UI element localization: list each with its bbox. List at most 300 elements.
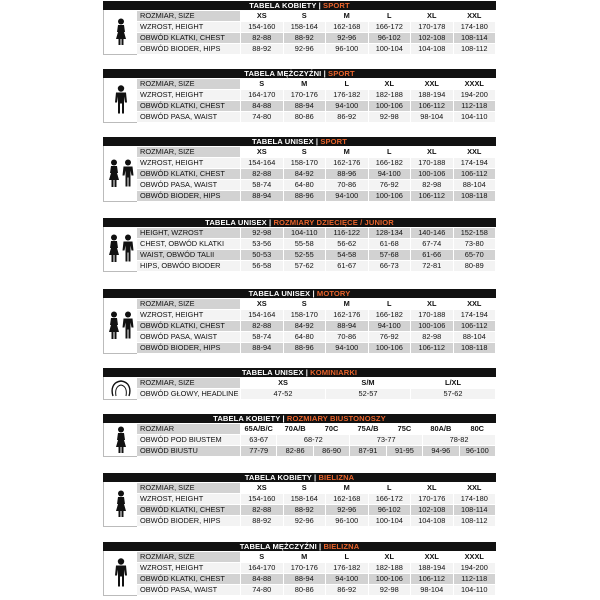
measurement-label: OBWÓD KLATKI, CHEST — [137, 321, 240, 331]
measurement-row — [137, 238, 496, 249]
measurement-value: 92-98 — [369, 585, 411, 595]
measurement-value: 174-194 — [454, 310, 496, 320]
measurement-row — [137, 584, 496, 595]
measurement-value: 162-168 — [326, 22, 368, 32]
measurement-value: 104-110 — [284, 228, 326, 238]
measurement-value: 108-118 — [454, 191, 496, 201]
measurement-row — [137, 493, 496, 504]
size-column-header: XXL — [411, 552, 453, 562]
size-table — [103, 289, 496, 354]
measurement-row — [137, 445, 496, 456]
measurement-value: 56-58 — [241, 261, 283, 271]
size-column-header: S — [241, 79, 283, 89]
table-title-main: TABELA UNISEX — [248, 289, 311, 298]
measurement-value: 88-104 — [454, 180, 496, 190]
measurement-value: 94-96 — [423, 446, 458, 456]
measurement-value: 170-188 — [411, 158, 453, 168]
measurement-label: OBWÓD KLATKI, CHEST — [137, 574, 240, 584]
measurement-value: 96-100 — [326, 44, 368, 54]
size-column-header: 70A/B — [277, 424, 312, 434]
man-silhouette-icon — [103, 78, 137, 123]
measurement-value: 188-194 — [411, 563, 453, 573]
size-column-header: XS — [241, 147, 283, 157]
measurement-label: OBWÓD KLATKI, CHEST — [137, 33, 240, 43]
table-title-main: TABELA KOBIETY — [244, 473, 312, 482]
measurement-label: WAIST, OBWÓD TALII — [137, 250, 240, 260]
measurement-value: 57-62 — [284, 261, 326, 271]
size-column-header: S/M — [326, 378, 410, 388]
measurement-label: OBWÓD POD BIUSTEM — [137, 435, 240, 445]
size-header-label: ROZMIAR, SIZE — [137, 483, 240, 493]
table-title-category: SPORT — [320, 137, 347, 146]
measurement-value: 88-94 — [241, 343, 283, 353]
table-body — [103, 78, 496, 123]
measurement-row — [137, 227, 496, 238]
size-header-row — [137, 78, 496, 89]
table-title — [103, 473, 496, 482]
measurement-value: 74-80 — [241, 112, 283, 122]
measurement-label: OBWÓD GŁOWY, HEADLINE — [137, 389, 240, 399]
measurement-value: 100-106 — [369, 574, 411, 584]
measurement-value: 80-86 — [284, 585, 326, 595]
measurement-value: 162-176 — [326, 158, 368, 168]
measurement-value: 194-200 — [454, 90, 496, 100]
measurement-label: OBWÓD PASA, WAIST — [137, 332, 240, 342]
measurement-value: 100-104 — [369, 516, 411, 526]
measurement-label: OBWÓD KLATKI, CHEST — [137, 505, 240, 515]
measurement-value: 87-91 — [350, 446, 385, 456]
measurement-value: 98-104 — [411, 112, 453, 122]
measurement-value: 86-92 — [326, 112, 368, 122]
measurement-value: 82-98 — [411, 180, 453, 190]
measurement-row — [137, 43, 496, 54]
size-table — [103, 473, 496, 527]
measurement-value: 100-106 — [369, 191, 411, 201]
size-column-header: XXL — [454, 147, 496, 157]
size-column-header: XS — [241, 378, 325, 388]
measurement-value: 154-164 — [241, 158, 283, 168]
measurement-value: 94-100 — [326, 574, 368, 584]
size-column-header: M — [326, 11, 368, 21]
size-header-label: ROZMIAR, SIZE — [137, 79, 240, 89]
table-title-category: SPORT — [323, 1, 350, 10]
woman-silhouette-icon — [103, 482, 137, 527]
size-column-header: XXL — [411, 79, 453, 89]
measurement-value: 194-200 — [454, 563, 496, 573]
measurement-value: 96-102 — [369, 33, 411, 43]
measurement-label: OBWÓD BIUSTU — [137, 446, 240, 456]
measurement-value: 92-96 — [284, 516, 326, 526]
measurement-value: 106-112 — [454, 321, 496, 331]
woman-silhouette-icon — [103, 10, 137, 55]
table-title — [103, 1, 496, 10]
measurement-value: 50-53 — [241, 250, 283, 260]
measurement-value: 53-56 — [241, 239, 283, 249]
table-title-main: TABELA UNISEX — [205, 218, 267, 227]
measurement-row — [137, 331, 496, 342]
size-column-header: S — [284, 147, 326, 157]
measurement-value: 92-96 — [326, 33, 368, 43]
measurement-value: 166-182 — [369, 310, 411, 320]
measurement-value: 158-164 — [284, 22, 326, 32]
measurement-label: OBWÓD BIODER, HIPS — [137, 343, 240, 353]
measurement-value: 88-104 — [454, 332, 496, 342]
title-separator: | — [313, 137, 321, 146]
measurement-value: 98-104 — [411, 585, 453, 595]
size-header-label: ROZMIAR, SIZE — [137, 378, 240, 388]
size-column-header: S — [284, 11, 326, 21]
measurement-row — [137, 562, 496, 573]
title-separator: | — [311, 473, 319, 482]
size-header-row — [137, 298, 496, 309]
measurement-value: 67-74 — [411, 239, 453, 249]
table-body — [103, 10, 496, 55]
measurement-value: 128-134 — [369, 228, 411, 238]
measurement-value: 47-52 — [241, 389, 325, 399]
measurement-value: 82-88 — [241, 169, 283, 179]
table-body — [103, 298, 496, 354]
table-title — [103, 137, 496, 146]
size-column-header: XL — [411, 483, 453, 493]
measurement-value: 164-170 — [241, 563, 283, 573]
measurement-value: 88-92 — [241, 516, 283, 526]
table-title-category: ROZMIARY BIUSTONOSZY — [286, 414, 386, 423]
measurement-value: 170-176 — [411, 494, 453, 504]
size-column-header: L — [326, 552, 368, 562]
measurement-value: 94-100 — [326, 101, 368, 111]
table-title-main: TABELA UNISEX — [252, 137, 314, 146]
measurement-value: 102-108 — [411, 33, 453, 43]
measurement-value: 116-122 — [326, 228, 368, 238]
measurement-value: 154-164 — [241, 310, 283, 320]
measurement-value: 56-62 — [326, 239, 368, 249]
table-title — [103, 218, 496, 227]
table-title-main: TABELA MĘŻCZYŹNI — [244, 69, 322, 78]
size-column-header: S — [284, 299, 326, 309]
measurement-value: 70-86 — [326, 332, 368, 342]
size-column-header: M — [284, 79, 326, 89]
measurement-value: 76-92 — [369, 180, 411, 190]
measurement-row — [137, 504, 496, 515]
measurement-label: OBWÓD KLATKI, CHEST — [137, 169, 240, 179]
measurement-row — [137, 89, 496, 100]
measurement-value: 54-58 — [326, 250, 368, 260]
measurement-value: 106-112 — [411, 101, 453, 111]
size-table — [103, 137, 496, 202]
measurement-value: 106-112 — [411, 343, 453, 353]
size-header-label: ROZMIAR, SIZE — [137, 147, 240, 157]
measurement-value: 84-88 — [241, 101, 283, 111]
measurement-value: 61-67 — [326, 261, 368, 271]
size-column-header: L — [326, 79, 368, 89]
measurement-value: 61-66 — [411, 250, 453, 260]
measurement-label: OBWÓD PASA, WAIST — [137, 112, 240, 122]
measurement-value: 58-74 — [241, 180, 283, 190]
measurement-label: OBWÓD PASA, WAIST — [137, 180, 240, 190]
measurement-label: WZROST, HEIGHT — [137, 310, 240, 320]
measurement-value: 104-110 — [454, 585, 496, 595]
size-column-header: 80A/B — [423, 424, 458, 434]
table-body — [103, 551, 496, 596]
table-title-category: SPORT — [328, 69, 355, 78]
size-column-header: S — [284, 483, 326, 493]
measurement-value: 73-77 — [350, 435, 422, 445]
measurement-value: 106-112 — [454, 169, 496, 179]
size-column-header: L — [369, 483, 411, 493]
table-title-main: TABELA KOBIETY — [249, 1, 317, 10]
size-column-header: XS — [241, 299, 283, 309]
measurement-value: 88-94 — [284, 574, 326, 584]
table-title-category: BIELIZNA — [323, 542, 360, 551]
measurement-value: 104-108 — [411, 516, 453, 526]
size-column-header: XL — [369, 552, 411, 562]
size-column-header: M — [284, 552, 326, 562]
size-column-header: XL — [369, 79, 411, 89]
measurement-row — [137, 320, 496, 331]
size-header-row — [137, 482, 496, 493]
measurement-value: 174-194 — [454, 158, 496, 168]
size-table — [103, 1, 496, 55]
measurement-row — [137, 573, 496, 584]
measurement-value: 88-94 — [326, 321, 368, 331]
measurement-row — [137, 32, 496, 43]
measurement-value: 58-74 — [241, 332, 283, 342]
size-table — [103, 414, 496, 457]
measurement-value: 154-160 — [241, 494, 283, 504]
size-column-header: 75C — [387, 424, 422, 434]
table-body — [103, 227, 496, 272]
size-header-row — [137, 146, 496, 157]
measurement-value: 52-57 — [326, 389, 410, 399]
measurement-value: 68-72 — [277, 435, 349, 445]
measurement-label: WZROST, HEIGHT — [137, 22, 240, 32]
measurement-value: 94-100 — [326, 343, 368, 353]
measurement-value: 96-102 — [369, 505, 411, 515]
measurement-value: 94-100 — [369, 169, 411, 179]
measurement-value: 108-112 — [454, 516, 496, 526]
measurement-label: OBWÓD KLATKI, CHEST — [137, 101, 240, 111]
couple-silhouette-icon — [103, 227, 137, 272]
measurement-value: 57-62 — [411, 389, 495, 399]
size-column-header: XXXL — [454, 552, 496, 562]
measurement-value: 106-112 — [411, 574, 453, 584]
measurement-label: HIPS, OBWÓD BIODER — [137, 261, 240, 271]
measurement-value: 80-89 — [454, 261, 496, 271]
measurement-value: 55-58 — [284, 239, 326, 249]
measurement-value: 84-88 — [241, 574, 283, 584]
table-title-category: KOMINIARKI — [310, 368, 358, 377]
measurement-value: 154-160 — [241, 22, 283, 32]
measurement-value: 82-86 — [277, 446, 312, 456]
measurement-value: 65-70 — [454, 250, 496, 260]
measurement-value: 104-110 — [454, 112, 496, 122]
measurement-value: 158-164 — [284, 494, 326, 504]
measurement-value: 162-168 — [326, 494, 368, 504]
measurement-label: WZROST, HEIGHT — [137, 563, 240, 573]
measurement-label: OBWÓD BIODER, HIPS — [137, 191, 240, 201]
measurement-row — [137, 342, 496, 353]
measurement-label: WZROST, HEIGHT — [137, 494, 240, 504]
measurement-value: 64-80 — [284, 180, 326, 190]
measurement-value: 82-98 — [411, 332, 453, 342]
measurement-value: 102-108 — [411, 505, 453, 515]
measurement-value: 170-188 — [411, 310, 453, 320]
table-title — [103, 414, 496, 423]
measurement-row — [137, 179, 496, 190]
size-column-header: XL — [411, 299, 453, 309]
table-title — [103, 69, 496, 78]
measurement-label: HEIGHT, WZROST — [137, 228, 240, 238]
measurement-value: 108-118 — [454, 343, 496, 353]
title-separator: | — [316, 542, 324, 551]
measurement-value: 92-98 — [241, 228, 283, 238]
table-title — [103, 368, 496, 377]
measurement-value: 108-112 — [454, 44, 496, 54]
size-column-header: 80C — [460, 424, 495, 434]
woman-silhouette-icon — [103, 423, 137, 457]
measurement-row — [137, 434, 496, 445]
measurement-row — [137, 249, 496, 260]
measurement-value: 140-146 — [411, 228, 453, 238]
measurement-row — [137, 309, 496, 320]
size-header-row — [137, 377, 496, 388]
size-column-header: 75A/B — [350, 424, 385, 434]
measurement-value: 82-88 — [241, 321, 283, 331]
title-separator: | — [310, 289, 317, 298]
measurement-value: 84-92 — [284, 321, 326, 331]
size-column-header: XL — [411, 147, 453, 157]
measurement-value: 88-92 — [284, 505, 326, 515]
measurement-value: 108-114 — [454, 505, 496, 515]
measurement-value: 74-80 — [241, 585, 283, 595]
measurement-value: 70-86 — [326, 180, 368, 190]
size-column-header: XS — [241, 483, 283, 493]
measurement-label: WZROST, HEIGHT — [137, 158, 240, 168]
measurement-value: 88-94 — [284, 101, 326, 111]
size-header-row — [137, 10, 496, 21]
measurement-value: 91-95 — [387, 446, 422, 456]
measurement-row — [137, 515, 496, 526]
size-table — [103, 542, 496, 596]
table-title — [103, 289, 496, 298]
size-table — [103, 368, 496, 400]
measurement-value: 162-176 — [326, 310, 368, 320]
measurement-value: 82-88 — [241, 33, 283, 43]
size-header-label: ROZMIAR, SIZE — [137, 11, 240, 21]
measurement-value: 94-100 — [369, 321, 411, 331]
measurement-row — [137, 260, 496, 271]
measurement-value: 174-180 — [454, 22, 496, 32]
measurement-row — [137, 21, 496, 32]
measurement-row — [137, 111, 496, 122]
table-title-category: MOTORY — [316, 289, 351, 298]
measurement-value: 92-96 — [284, 44, 326, 54]
size-header-row — [137, 423, 496, 434]
table-title-category: ROZMIARY DZIECIĘCE / JUNIOR — [273, 218, 394, 227]
size-table — [103, 218, 496, 272]
measurement-value: 108-114 — [454, 33, 496, 43]
measurement-value: 112-118 — [454, 574, 496, 584]
measurement-value: 170-176 — [284, 563, 326, 573]
table-body — [103, 146, 496, 202]
measurement-value: 86-90 — [314, 446, 349, 456]
measurement-value: 78-82 — [423, 435, 495, 445]
size-header-row — [137, 551, 496, 562]
measurement-label: OBWÓD PASA, WAIST — [137, 585, 240, 595]
table-title-main: TABELA UNISEX — [241, 368, 304, 377]
measurement-value: 57-68 — [369, 250, 411, 260]
measurement-value: 100-106 — [411, 321, 453, 331]
table-title — [103, 542, 496, 551]
measurement-value: 88-92 — [284, 33, 326, 43]
title-separator: | — [280, 414, 287, 423]
size-header-label: ROZMIAR — [137, 424, 240, 434]
measurement-value: 82-88 — [241, 505, 283, 515]
measurement-row — [137, 190, 496, 201]
measurement-value: 166-172 — [369, 22, 411, 32]
measurement-value: 52-55 — [284, 250, 326, 260]
measurement-value: 176-182 — [326, 563, 368, 573]
size-table — [103, 69, 496, 123]
title-separator: | — [303, 368, 311, 377]
size-column-header: XXL — [454, 11, 496, 21]
measurement-row — [137, 100, 496, 111]
measurement-value: 61-68 — [369, 239, 411, 249]
measurement-value: 63-67 — [241, 435, 276, 445]
measurement-value: 92-98 — [369, 112, 411, 122]
size-column-header: XS — [241, 11, 283, 21]
measurement-row — [137, 157, 496, 168]
measurement-value: 64-80 — [284, 332, 326, 342]
measurement-value: 84-92 — [284, 169, 326, 179]
measurement-value: 76-92 — [369, 332, 411, 342]
couple-silhouette-icon — [103, 298, 137, 354]
measurement-value: 66-73 — [369, 261, 411, 271]
measurement-value: 88-96 — [284, 191, 326, 201]
measurement-value: 77-79 — [241, 446, 276, 456]
measurement-value: 176-182 — [326, 90, 368, 100]
couple-silhouette-icon — [103, 146, 137, 202]
size-column-header: L — [369, 299, 411, 309]
measurement-value: 96-100 — [460, 446, 495, 456]
measurement-value: 100-106 — [369, 343, 411, 353]
measurement-label: CHEST, OBWÓD KLATKI — [137, 239, 240, 249]
measurement-label: OBWÓD BIODER, HIPS — [137, 516, 240, 526]
size-column-header: S — [241, 552, 283, 562]
size-column-header: M — [326, 299, 368, 309]
measurement-value: 112-118 — [454, 101, 496, 111]
measurement-value: 166-182 — [369, 158, 411, 168]
table-title-main: TABELA KOBIETY — [213, 414, 281, 423]
measurement-value: 182-188 — [369, 90, 411, 100]
size-header-label: ROZMIAR, SIZE — [137, 299, 240, 309]
measurement-value: 152-158 — [454, 228, 496, 238]
table-body — [103, 482, 496, 527]
title-separator: | — [316, 1, 324, 10]
table-title-main: TABELA MĘŻCZYŹNI — [239, 542, 317, 551]
measurement-value: 86-92 — [326, 585, 368, 595]
measurement-value: 170-178 — [411, 22, 453, 32]
measurement-value: 158-170 — [284, 158, 326, 168]
size-column-header: L — [369, 147, 411, 157]
measurement-value: 80-86 — [284, 112, 326, 122]
size-column-header: 70C — [314, 424, 349, 434]
measurement-value: 72-81 — [411, 261, 453, 271]
measurement-value: 164-170 — [241, 90, 283, 100]
size-header-label: ROZMIAR, SIZE — [137, 552, 240, 562]
head-outline-icon — [103, 377, 137, 400]
measurement-value: 170-176 — [284, 90, 326, 100]
